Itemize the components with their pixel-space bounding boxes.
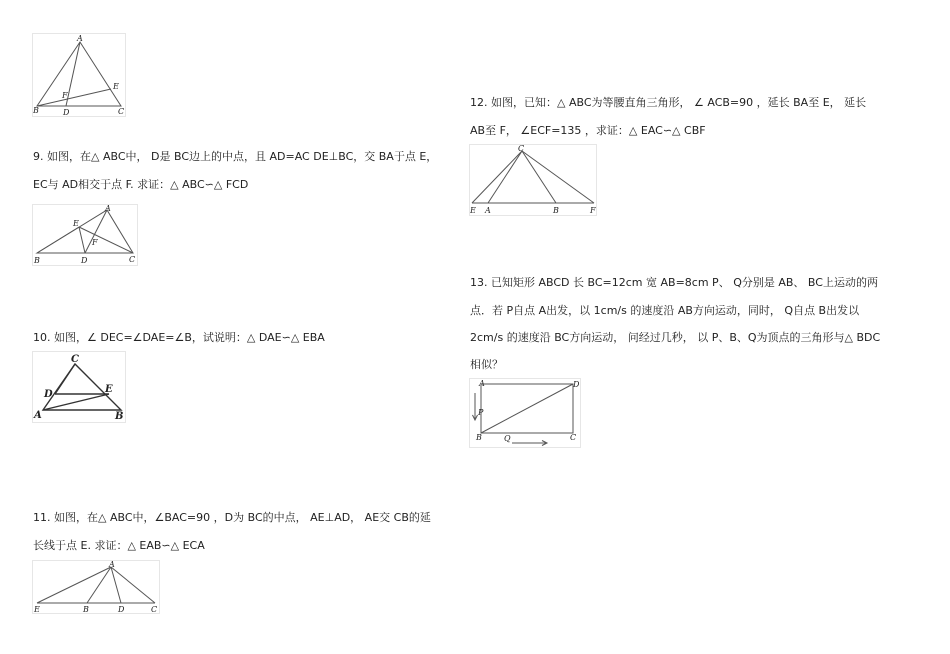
label-b: B xyxy=(115,411,124,422)
figure-problem-12 xyxy=(469,144,597,216)
label-d: D xyxy=(81,256,88,265)
label-a: A xyxy=(479,379,485,388)
label-f: F xyxy=(92,238,98,247)
label-d: D xyxy=(44,389,53,400)
figure-13-diagram xyxy=(470,379,580,447)
label-a: A xyxy=(485,206,491,215)
label-d: D xyxy=(573,380,580,389)
figure-10-diagram xyxy=(33,352,125,422)
label-a: A xyxy=(77,34,83,43)
problem-9-line-1: 9. 如图，在△ ABC中， D是 BC边上的中点，且 AD=AC DE⊥BC，交 BA于点 E， xyxy=(33,150,438,163)
label-d: D xyxy=(118,605,125,613)
label-e: E xyxy=(113,82,119,91)
label-c: C xyxy=(71,354,79,365)
figure-problem-10 xyxy=(32,351,126,423)
label-a: A xyxy=(34,410,42,421)
label-c: C xyxy=(118,107,125,116)
label-f: F xyxy=(590,206,596,215)
label-e: E xyxy=(470,206,476,215)
figure-12-diagram xyxy=(470,145,596,215)
segment-ad xyxy=(111,567,121,603)
segment-ac xyxy=(111,567,155,603)
label-c: C xyxy=(570,433,577,442)
label-q: Q xyxy=(504,434,511,443)
problem-13-line-4: 相似？ xyxy=(470,358,503,371)
segment-cf xyxy=(522,151,594,203)
segment-be xyxy=(37,227,79,253)
segment-ca xyxy=(488,151,522,203)
label-c: C xyxy=(151,605,158,613)
segment-ea xyxy=(37,567,111,603)
label-b: B xyxy=(34,256,40,265)
problem-13-line-1: 13. 已知矩形 ABCD 长 BC=12cm 宽 AB=8cm P、 Q分别是 AB、 BC上运动的两 xyxy=(470,276,878,289)
figure-problem-9 xyxy=(32,204,138,266)
segment-ed xyxy=(79,227,85,253)
problem-10-line-1: 10. 如图，∠ DEC=∠DAE=∠B，试说明：△ DAE∽△ EBA xyxy=(33,331,325,344)
problem-9-line-2: EC与 AD相交于点 F. 求证：△ ABC∽△ FCD xyxy=(33,178,249,191)
label-e: E xyxy=(73,219,79,228)
problem-12-line-1: 12. 如图，已知：△ ABC为等腰直角三角形， ∠ ACB=90 ，延长 BA至 E， 延长 xyxy=(470,96,867,109)
diagonal-bd xyxy=(481,384,573,433)
segment-dc xyxy=(55,364,75,394)
problem-12-line-2: AB至 F， ∠ECF=135 ，求证：△ EAC∽△ CBF xyxy=(470,124,706,137)
label-a: A xyxy=(109,561,115,569)
label-d: D xyxy=(63,108,70,116)
figure-8-diagram xyxy=(33,34,125,116)
label-e: E xyxy=(105,384,113,395)
label-e: E xyxy=(34,605,40,613)
segment-be xyxy=(37,89,111,106)
label-b: B xyxy=(83,605,89,613)
figure-9-diagram xyxy=(33,205,137,265)
problem-11-line-1: 11. 如图，在△ ABC中，∠BAC=90 ，D为 BC的中点， AE⊥AD， AE交 CB的延 xyxy=(33,511,431,524)
label-a: A xyxy=(105,205,111,213)
segment-ec xyxy=(472,151,522,203)
figure-11-diagram xyxy=(33,561,159,613)
problem-11-line-2: 长线于点 E. 求证：△ EAB∽△ ECA xyxy=(33,539,205,552)
label-f: F xyxy=(62,91,68,100)
label-b: B xyxy=(33,106,39,115)
figure-problem-11 xyxy=(32,560,160,614)
label-c: C xyxy=(129,255,136,264)
label-b: B xyxy=(553,206,559,215)
label-c: C xyxy=(518,145,525,153)
problem-13-line-2: 点．若 P自点 A出发，以 1cm/s 的速度沿 AB方向运动，同时， Q自点 B出发以 xyxy=(470,304,860,317)
label-p: P xyxy=(478,408,484,417)
label-b: B xyxy=(476,433,482,442)
problem-13-line-3: 2cm/s 的速度沿 BC方向运动， 问经过几秒， 以 P、B、Q为顶点的三角形与△ BDC xyxy=(470,331,881,344)
figure-problem-13 xyxy=(469,378,581,448)
segment-cb xyxy=(522,151,556,203)
figure-problem-8 xyxy=(32,33,126,117)
